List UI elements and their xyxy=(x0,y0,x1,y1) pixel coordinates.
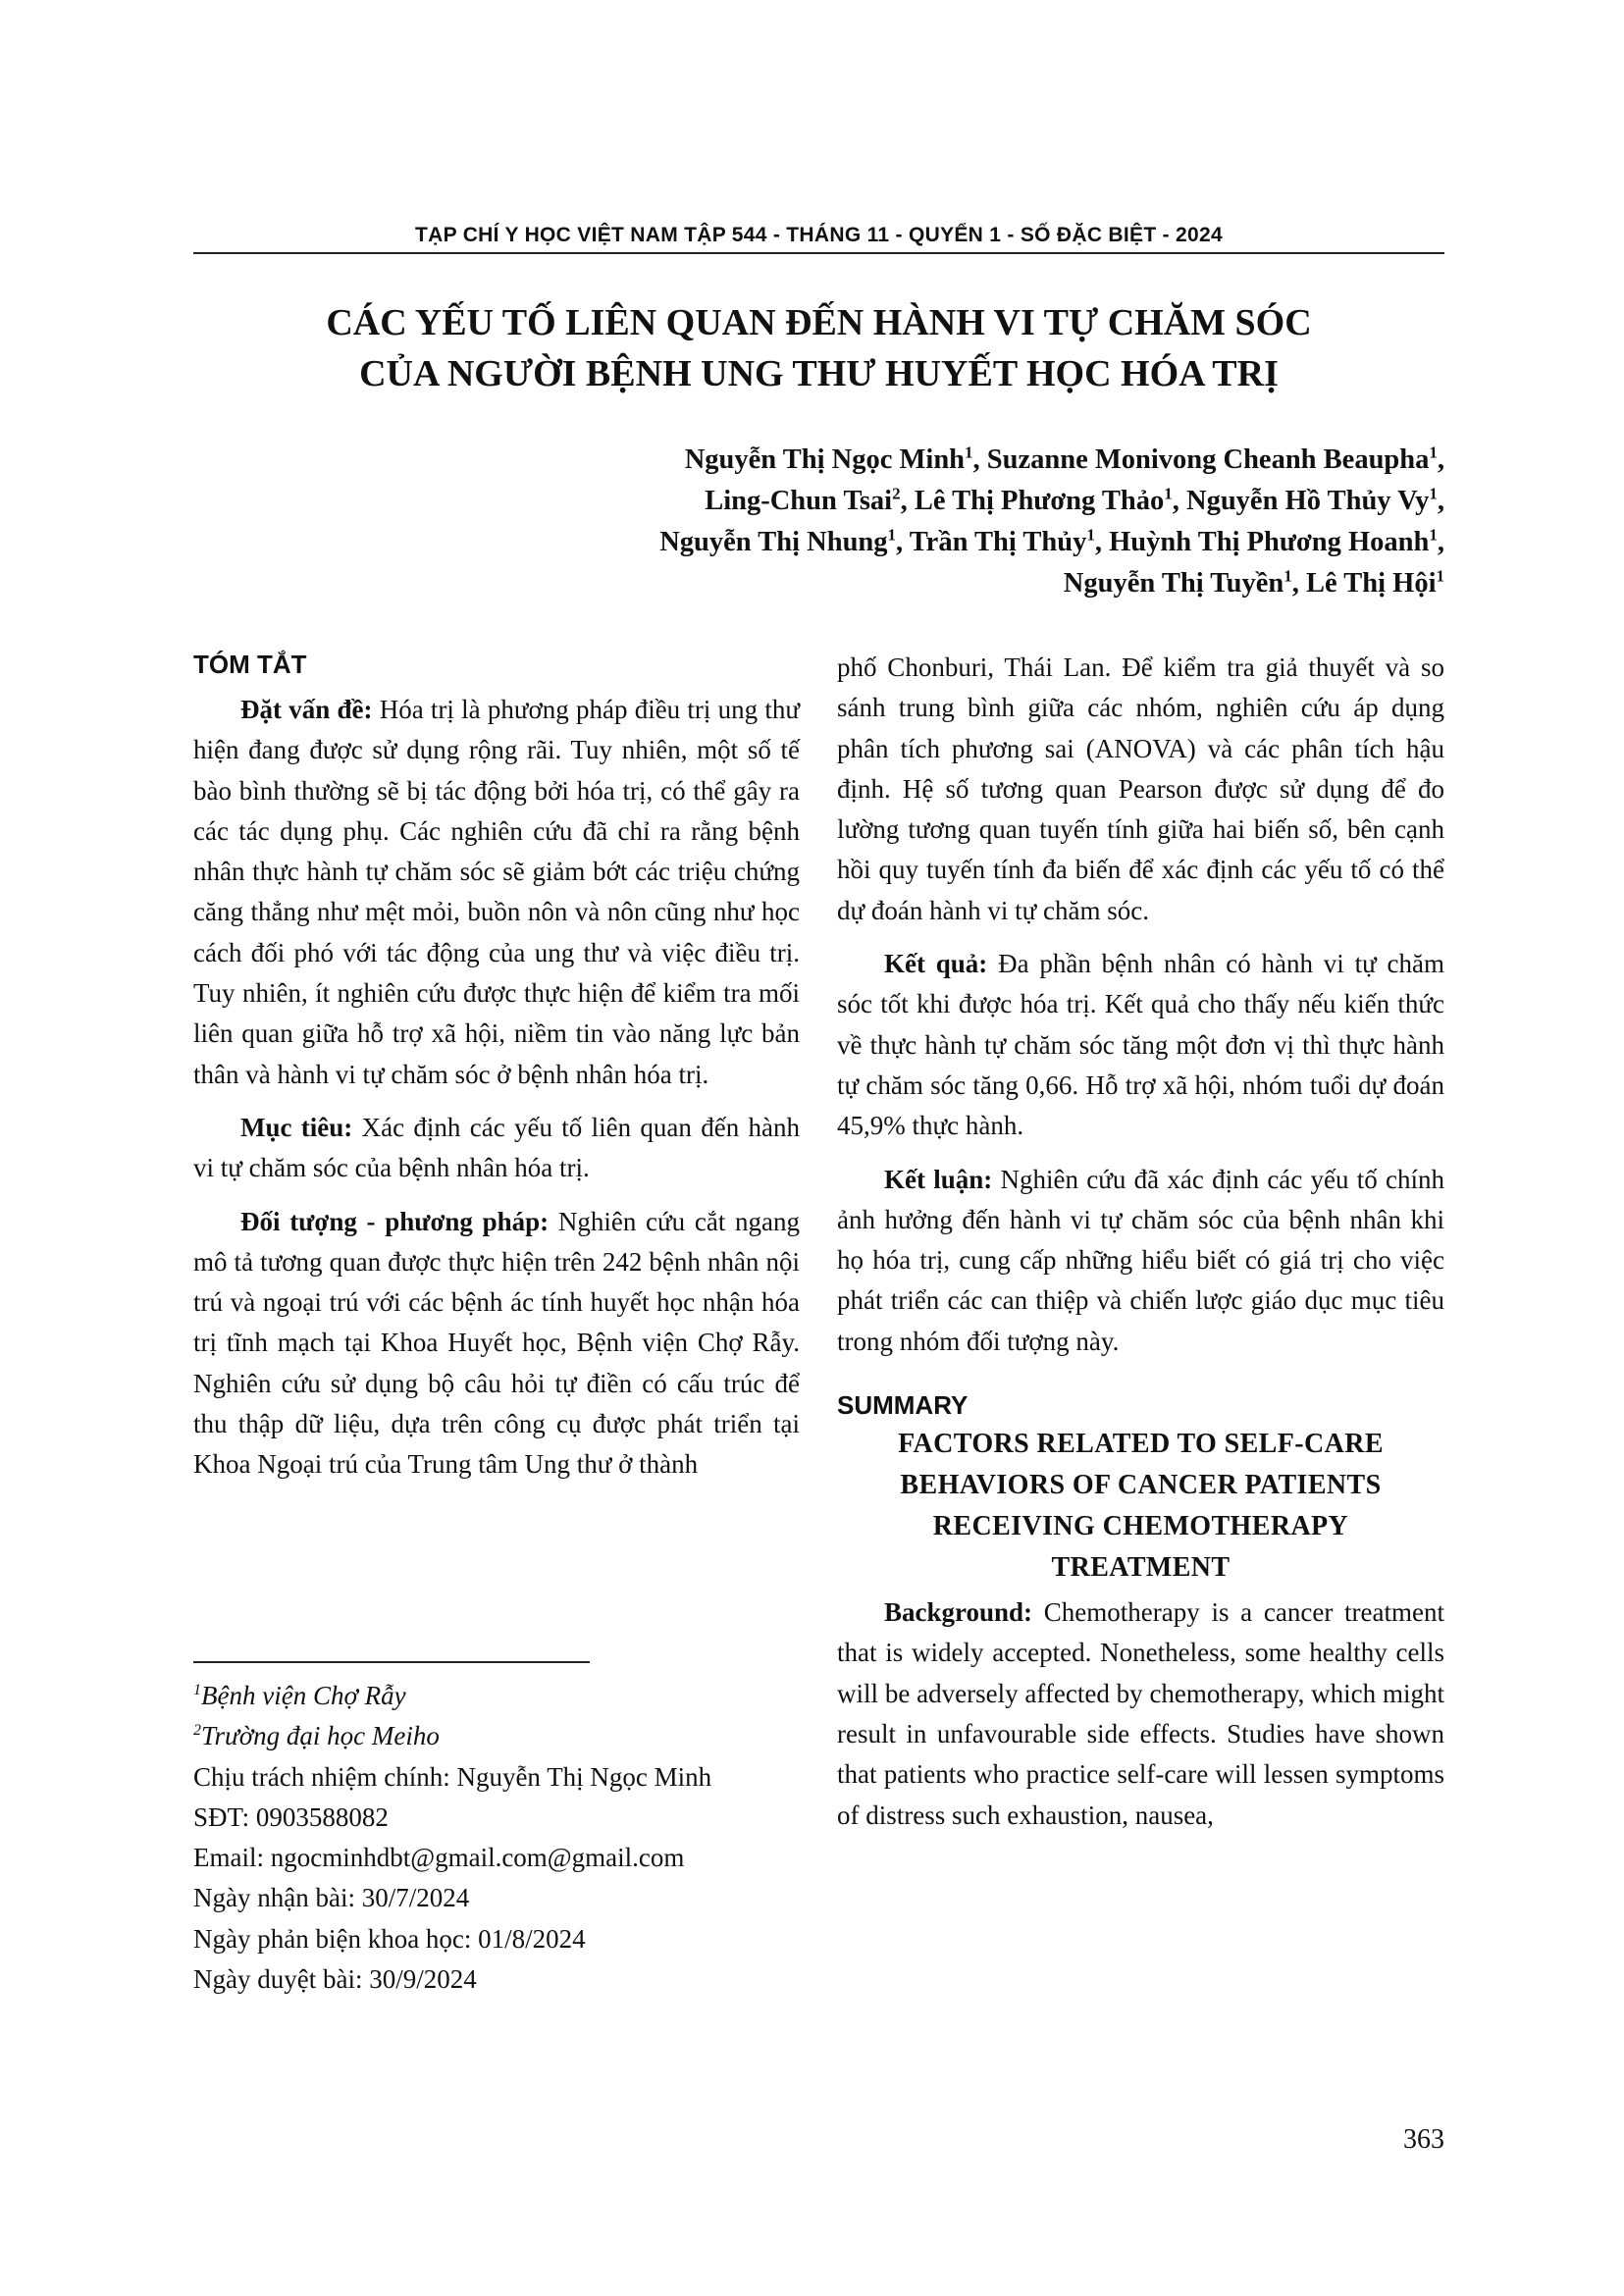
author-separator: , xyxy=(1437,527,1444,557)
author-name: Trần Thị Thủy xyxy=(909,527,1087,557)
author-name: Nguyễn Thị Nhung xyxy=(659,527,888,557)
author-separator: , xyxy=(1172,486,1186,516)
author-name: Suzanne Monivong Cheanh Beaupha xyxy=(986,444,1430,475)
right-column xyxy=(837,648,1444,1836)
footnote-corresponding-author: Chịu trách nhiệm chính: Nguyễn Thị Ngọc Minh xyxy=(193,1761,712,1792)
en-background-text: Chemotherapy is a cancer treatment that is widely accepted. Nonetheless, some healthy cells will be adversely affected by chemotherapy, which might result in unfavourable side effects. Studies have shown that patients who practice self-care will lessen symptoms of distress such exhaustion, nausea, xyxy=(837,1597,1444,1830)
english-title xyxy=(837,1424,1444,1589)
en-background-label: Background: xyxy=(884,1597,1033,1628)
footnote-accepted-date: Ngày duyệt bài: 30/9/2024 xyxy=(193,1964,477,1995)
author-affiliation: 1 xyxy=(887,525,897,545)
author-affiliation: 2 xyxy=(892,484,901,503)
abstract-conclusion xyxy=(837,1160,1444,1362)
author-list xyxy=(365,440,1444,604)
results-label: Kết quả: xyxy=(884,949,988,979)
abstract-methods-continued: phố Chonburi, Thái Lan. Để kiểm tra giả thuyết và so sánh trung bình giữa các nhóm, nghiên cứu áp dụng phân tích phương sai (ANOVA) và các phân tích hậu định. Hệ số tương quan Pearson được sử dụng để đo lường tương quan tuyến tính giữa hai biến số, bên cạnh hồi quy tuyến tính đa biến để xác định các yếu tố có thể dự đoán hành vi tự chăm sóc. xyxy=(837,652,1444,925)
article-title xyxy=(193,297,1444,399)
footnote-affiliation-2 xyxy=(193,1716,821,1756)
author-name: Ling-Chun Tsai xyxy=(705,486,893,516)
author-affiliation: 1 xyxy=(1283,566,1292,586)
author-name: Nguyễn Thị Ngọc Minh xyxy=(684,444,966,475)
author-affiliation: 1 xyxy=(1436,566,1444,586)
title-line-2: CỦA NGƯỜI BỆNH UNG THƯ HUYẾT HỌC HÓA TRỊ xyxy=(359,353,1279,394)
author-separator: , xyxy=(1291,568,1306,599)
abstract-heading: TÓM TẮT xyxy=(193,650,307,679)
abstract-objective xyxy=(193,1108,800,1189)
journal-running-header: TẠP CHÍ Y HỌC VIỆT NAM TẬP 544 - THÁNG 11 - QUYỂN 1 - SỐ ĐẶC BIỆT - 2024 xyxy=(415,224,1223,246)
summary-background xyxy=(837,1592,1444,1836)
author-affiliation: 1 xyxy=(965,443,973,462)
left-column xyxy=(193,648,800,1486)
footnote-text: Trường đại học Meiho xyxy=(201,1721,440,1751)
author-affiliation: 1 xyxy=(1086,525,1095,545)
author-affiliation: 1 xyxy=(1429,484,1438,503)
footnote-number: 1 xyxy=(193,1682,201,1698)
english-title-line-2: BEHAVIORS OF CANCER PATIENTS xyxy=(900,1470,1382,1501)
footnote-affiliation-1 xyxy=(193,1676,821,1716)
author-affiliation: 1 xyxy=(1429,443,1438,462)
author-separator: , xyxy=(1094,527,1110,557)
author-name: Huỳnh Thị Phương Hoanh xyxy=(1109,527,1430,557)
footnote-number: 2 xyxy=(193,1722,201,1740)
title-line-1: CÁC YẾU TỐ LIÊN QUAN ĐẾN HÀNH VI TỰ CHĂM SÓC xyxy=(326,302,1312,343)
abstract-background xyxy=(193,690,800,1095)
results-text: Đa phần bệnh nhân có hành vi tự chăm sóc tốt khi được hóa trị. Kết quả cho thấy nếu kiến thức về thực hành tự chăm sóc tăng một đơn vị thì thực hành tự chăm sóc tăng 0,66. Hỗ trợ xã hội, nhóm tuổi dự đoán 45,9% thực hành. xyxy=(837,949,1445,1141)
conclusion-label: Kết luận: xyxy=(884,1164,993,1194)
header-rule xyxy=(193,252,1444,254)
author-separator: , xyxy=(900,486,915,516)
english-title-line-3: RECEIVING CHEMOTHERAPY xyxy=(932,1511,1349,1542)
methods-text: Nghiên cứu cắt ngang mô tả tương quan được thực hiện trên 242 bệnh nhân nội trú và ngoại trú với các bệnh ác tính huyết học nhận hóa trị tĩnh mạch tại Khoa Huyết học, Bệnh viện Chợ Rẫy. Nghiên cứu sử dụng bộ câu hỏi tự điền có cấu trúc để thu thập dữ liệu, dựa trên công cụ được phát triển tại Khoa Ngoại trú của Trung tâm Ung thư ở thành xyxy=(193,1206,800,1480)
author-separator: , xyxy=(972,444,987,475)
english-title-line-1: FACTORS RELATED TO SELF-CARE xyxy=(898,1429,1384,1460)
footnotes xyxy=(193,1676,821,2000)
methods-label: Đối tượng - phương pháp: xyxy=(240,1206,550,1236)
english-title-line-4: TREATMENT xyxy=(1051,1552,1231,1584)
footnote-received-date: Ngày nhận bài: 30/7/2024 xyxy=(193,1883,470,1913)
author-separator: , xyxy=(1437,486,1444,516)
author-name: Nguyễn Hồ Thủy Vy xyxy=(1186,486,1430,516)
objective-label: Mục tiêu: xyxy=(240,1112,353,1142)
footnote-rule xyxy=(193,1661,590,1663)
author-separator: , xyxy=(896,527,910,557)
author-affiliation: 1 xyxy=(1429,525,1438,545)
author-name: Lê Thị Phương Thảo xyxy=(914,486,1165,516)
summary-heading: SUMMARY xyxy=(837,1390,969,1421)
author-name: Lê Thị Hội xyxy=(1305,568,1437,599)
background-label: Đặt vấn đề: xyxy=(240,695,373,724)
author-name: Nguyễn Thị Tuyền xyxy=(1063,568,1284,599)
abstract-results xyxy=(837,944,1444,1146)
footnote-email: Email: ngocminhdbt@gmail.com@gmail.com xyxy=(193,1843,685,1873)
background-text: Hóa trị là phương pháp điều trị ung thư hiện đang được sử dụng rộng rãi. Tuy nhiên, một số tế bào bình thường sẽ bị tác động bởi hóa trị, có thể gây ra các tác dụng phụ. Các nghiên cứu đã chỉ ra rằng bệnh nhân thực hành tự chăm sóc sẽ giảm bớt các triệu chứng căng thẳng như mệt mỏi, buồn nôn và nôn cũng như học cách đối phó với tác động của ung thư và việc điều trị. Tuy nhiên, ít nghiên cứu được thực hiện để kiểm tra mối liên quan giữa hỗ trợ xã hội, niềm tin vào năng lực bản thân và hành vi tự chăm sóc ở bệnh nhân hóa trị. xyxy=(193,695,800,1089)
author-separator: , xyxy=(1437,444,1444,475)
abstract-methods xyxy=(193,1202,800,1486)
footnote-phone: SĐT: 0903588082 xyxy=(193,1801,389,1832)
footnote-text: Bệnh viện Chợ Rẫy xyxy=(201,1681,406,1710)
page-number: 363 xyxy=(1403,2124,1444,2155)
author-affiliation: 1 xyxy=(1164,484,1173,503)
footnote-reviewed-date: Ngày phản biện khoa học: 01/8/2024 xyxy=(193,1923,586,1954)
conclusion-text: Nghiên cứu đã xác định các yếu tố chính ảnh hưởng đến hành vi tự chăm sóc của bệnh nhân khi họ hóa trị, cung cấp những hiểu biết có giá trị cho việc phát triển các can thiệp và chiến lược giáo dục mục tiêu trong nhóm đối tượng này. xyxy=(837,1164,1444,1356)
objective-text: Xác định các yếu tố liên quan đến hành vi tự chăm sóc của bệnh nhân hóa trị. xyxy=(193,1112,801,1183)
